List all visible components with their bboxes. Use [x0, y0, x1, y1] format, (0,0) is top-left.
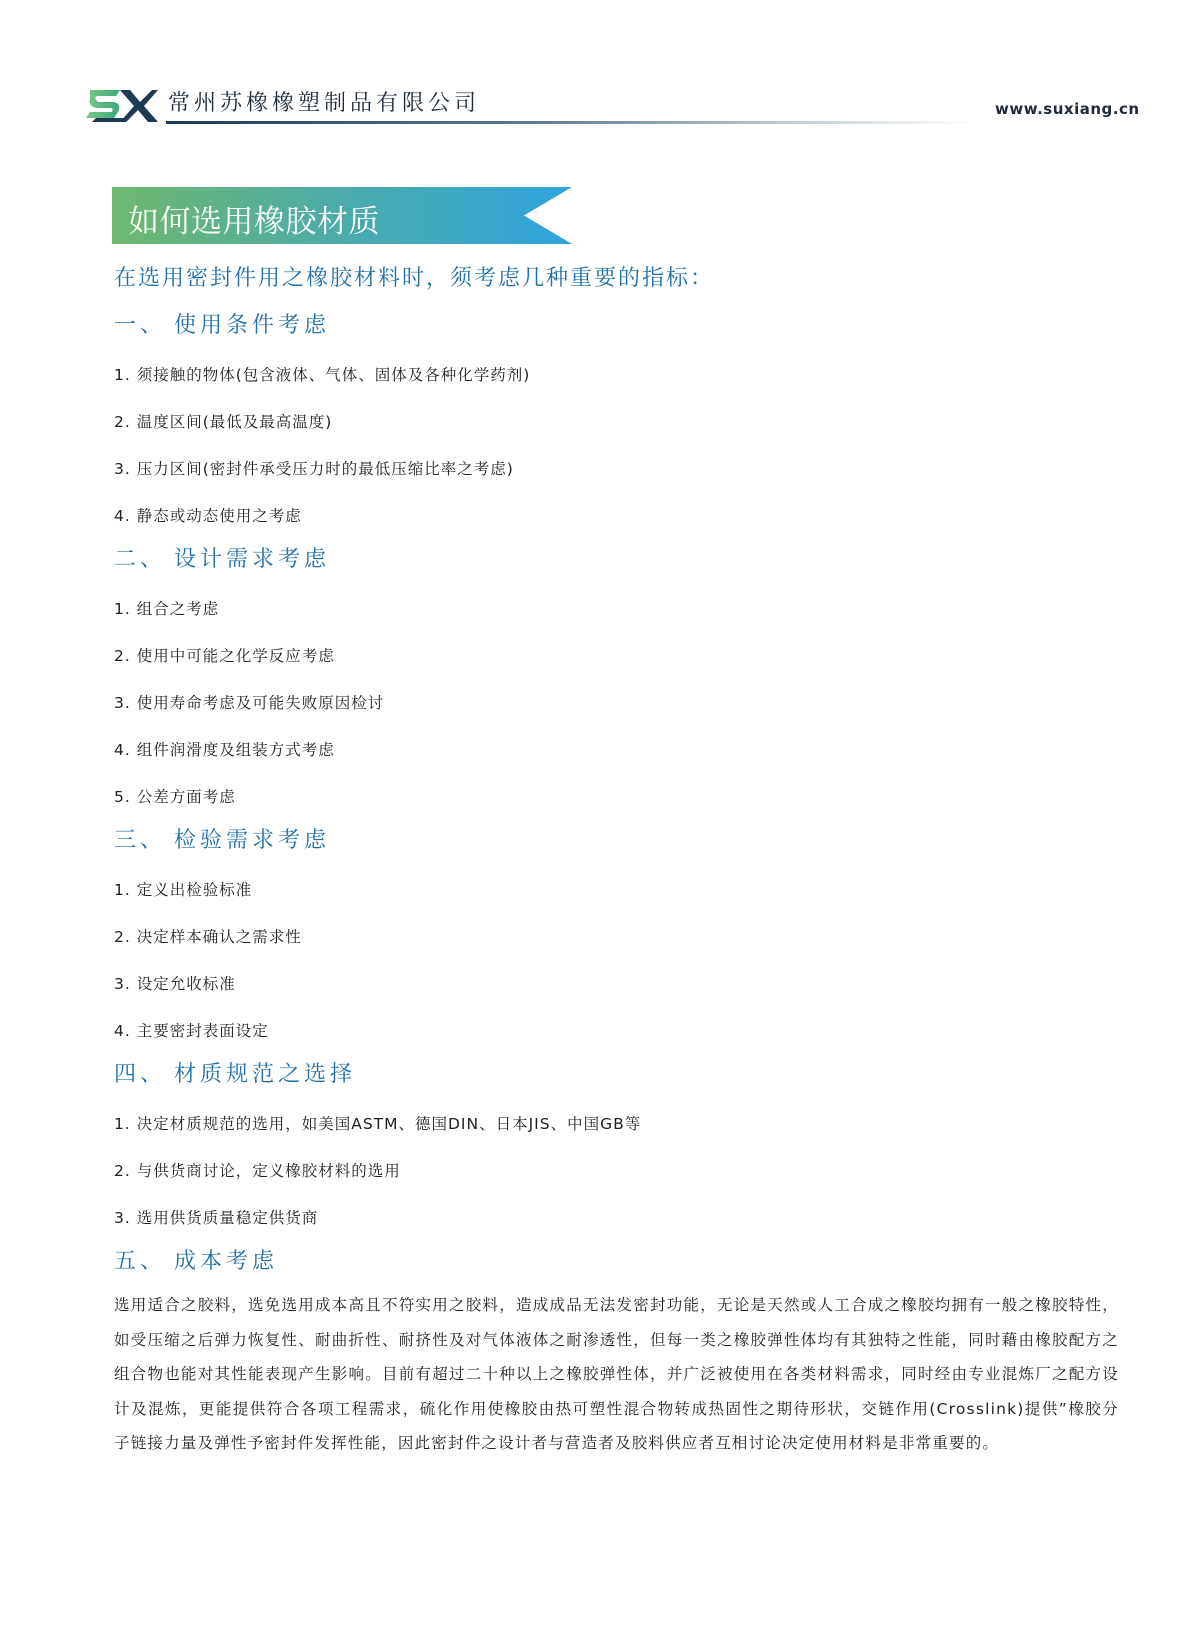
list-item: 3. 选用供货质量稳定供货商 [114, 1209, 319, 1227]
section-number: 五、 [114, 1249, 167, 1274]
list-item: 4. 静态或动态使用之考虑 [114, 507, 302, 525]
section-heading [114, 1242, 1114, 1288]
list-item: 2. 决定样本确认之需求性 [114, 928, 302, 946]
list-item: 3. 设定允收标准 [114, 975, 236, 993]
section-title: 材质规范之选择 [174, 1062, 357, 1087]
cost-paragraph: 选用适合之胶料，选免选用成本高且不符实用之胶料，造成成品无法发密封功能，无论是天然或人工合成之橡胶均拥有一般之橡胶特性，如受压缩之后弹力恢复性、耐曲折性、耐挤性及对气体液体之耐渗透性，但每一类之橡胶弹性体均有其独特之性能，同时藉由橡胶配方之组合物也能对其性能表现产生影响。目前有超过二十种以上之橡胶弹性体，并广泛被使用在各类材料需求，同时经由专业混炼厂之配方设计及混炼，更能提供符合各项工程需求，硫化作用使橡胶由热可塑性混合物转成热固性之期待形状，交链作用(Crosslink)提供”橡胶分子链接力量及弹性予密封件发挥性能，因此密封件之设计者与营造者及胶料供应者互相讨论决定使用材料是非常重要的。 [114, 1296, 1119, 1452]
list-item: 1. 须接触的物体(包含液体、气体、固体及各种化学药剂) [114, 366, 531, 384]
section-number: 二、 [114, 547, 167, 572]
list-item: 2. 使用中可能之化学反应考虑 [114, 647, 335, 665]
page-header [0, 0, 1187, 140]
section-4 [114, 1055, 1114, 1242]
list-item: 1. 决定材质规范的选用，如美国ASTM、德国DIN、日本JIS、中国GB等 [114, 1115, 642, 1133]
list-item: 4. 组件润滑度及组装方式考虑 [114, 741, 335, 759]
section-heading [114, 306, 1114, 352]
intro-text: 在选用密封件用之橡胶材料时，须考虑几种重要的指标： [114, 266, 715, 291]
section-heading [114, 1055, 1114, 1101]
document-body [114, 262, 1119, 1461]
banner-title: 如何选用橡胶材质 [128, 204, 380, 240]
list-item: 2. 与供货商讨论，定义橡胶材料的选用 [114, 1162, 401, 1180]
section-number: 三、 [114, 828, 167, 853]
section-title: 成本考虑 [174, 1249, 279, 1274]
section-1 [114, 306, 1114, 540]
section-title: 检验需求考虑 [174, 828, 331, 853]
section-heading [114, 540, 1114, 586]
header-divider [166, 121, 976, 124]
list-item: 3. 使用寿命考虑及可能失败原因检讨 [114, 694, 385, 712]
section-title: 设计需求考虑 [174, 547, 331, 572]
section-title: 使用条件考虑 [174, 313, 331, 338]
website-url: www.suxiang.cn [995, 100, 1140, 118]
list-item: 5. 公差方面考虑 [114, 788, 236, 806]
list-item: 4. 主要密封表面设定 [114, 1022, 269, 1040]
company-name: 常州苏橡橡塑制品有限公司 [168, 91, 481, 116]
list-item: 1. 定义出检验标准 [114, 881, 253, 899]
section-5 [114, 1242, 1119, 1461]
section-heading [114, 821, 1114, 867]
section-number: 四、 [114, 1062, 167, 1087]
section-number: 一、 [114, 313, 167, 338]
company-logo [86, 84, 158, 124]
list-item: 3. 压力区间(密封件承受压力时的最低压缩比率之考虑) [114, 460, 514, 478]
list-item: 1. 组合之考虑 [114, 600, 220, 618]
section-3 [114, 821, 1114, 1055]
section-2 [114, 540, 1114, 821]
list-item: 2. 温度区间(最低及最高温度) [114, 413, 333, 431]
